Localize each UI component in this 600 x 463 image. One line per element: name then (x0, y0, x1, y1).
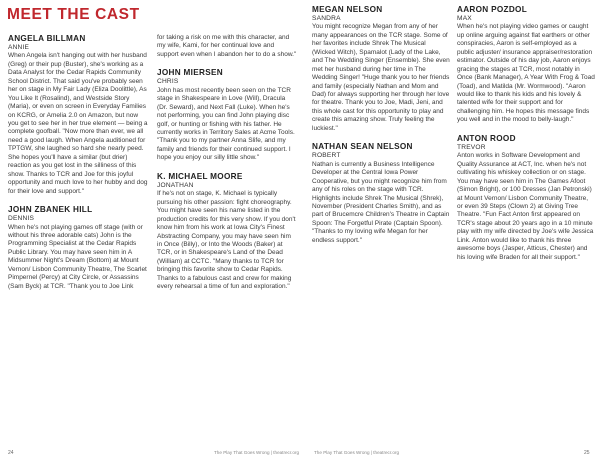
actor-name: AARON POZDOL (457, 5, 528, 14)
actor-bio: Nathan is currently a Business Intelligence Developer at the Central Iowa Power Cooperative, but you might recognize him from any of his roles on the stage with TCR. Highlights include Shrek The Musical (Shrek), November (President Charles Smith), and as part of Brucemcre Children's Theatre in Captain Spoon: The Forgetful Pirate (Captain Spoon). "Thanks to my loving wife Megan for her endless support." (312, 160, 450, 244)
role-name: CHRIS (157, 78, 179, 86)
cast-entry (8, 205, 148, 291)
actor-bio: When he's not playing games off stage (with or without his three adorable cats) John is the Programming Specialist at the Cedar Rapids Public Library. You may have seen him in A Midsummer Night's Dream (Bottom) at Mount Vernon/ Lisbon Community Theatre, The Scarlet Pimpernel (Percy) at City Circle, or Assassins (Sam Byck) at TCR. "Thank you to Joe Link (8, 223, 147, 290)
actor-name: ANTON ROOD (457, 133, 516, 143)
actor-name: NATHAN SEAN NELSON (312, 142, 413, 152)
page-title: MEET THE CAST (7, 6, 140, 23)
cast-entry (157, 68, 297, 162)
actor-bio: Anton works in Software Development and Quality Assurance at ACT, Inc. when he's not cultivating his whiskey collection or on stage. You may have seen him in The Games Afoot (Simon Bright), or 100 Dresses (Jan Petronski) at Mount Vernon/ Lisbon Community Theatre, or even 39 Steps (Clown 2) at Giving Tree Theatre. "Fun Fact Anton first appeared on TCR's stage about 20 years ago in a 10 minute play with my wife directed by Joe's wife Jessica Link. Anton would like to thank his three awesome boys (Jasper, Atticus, Chester) and his loving wife Braden for all their support." (457, 152, 594, 261)
role-name: JONATHAN (157, 181, 194, 189)
page-number: 25 (584, 450, 590, 456)
actor-name: MEGAN NELSON (312, 5, 383, 14)
right-page (300, 0, 600, 463)
role-name: DENNIS (8, 215, 35, 223)
role-name: MAX (457, 15, 472, 22)
actor-bio: When Angela isn't hanging out with her husband (Greg) or their pup (Buster), she's working as a Data Analyst for the Cedar Rapids Community School District. That said you've probably seen her on stage in My Fair Lady (Eliza Doolittle), As You Like It (Rosalind), and Westside Story (Maria), or even on screen in Everyday Families on KCRG, or Amelia 2.0 on Amazon, but now you get to see her in her true element — being a complete goofball. "Now more than ever, we all need a good laugh. When Angela auditioned for TPTGW, she laughed so hard she nearly peed. She hopes you'll have a similar (but drier) reaction as you get lost in the silliness of this show. Thanks to TCR and Joe for this joyful opportunity and much love to her hubby and dog for their love and support." (8, 52, 148, 195)
actor-bio: John has most recently been seen on the TCR stage in Shakespeare in Love (Will), Dracula (Dr. Seward), and Next Fall (Luke). When he's not performing, you can find John playing disc golf, or hunting or fishing with his father. He currently works in Territory Sales at Acme Tools. "Thank you to my partner Anna Slife, and my family and friends for their continued support. I hope you enjoy our silly little show." (157, 86, 295, 162)
footer-text: The Play That Goes Wrong | theatrecr.org (314, 450, 400, 455)
actor-name: ANGELA BILLMAN (8, 34, 86, 43)
actor-bio: If he's not on stage, K. Michael is typically pursuing his other passion: fight choreography. You might have seen his name listed in the production credits for this very show. If you don't know him from his work at Iowa City's Finest Abstracting Company, you may have seen him in Once (Billy), or Into the Woods (Baker) at TCR, or in Shakespeare's Land of the Dead (William) at CCTC. "Many thanks to TCR for bringing this favorite show to Cedar Rapids. Thanks to a fabulous cast and crew for making every rehearsal a time of fun and exploration." (157, 190, 296, 291)
cast-entry (312, 5, 450, 133)
cast-entry (457, 134, 595, 262)
actor-bio-continued: for taking a risk on me with this character, and my wife, Kami, for her continual love and support even when I abandon her to do a show." (157, 34, 297, 58)
page-number: 24 (8, 450, 14, 456)
actor-bio: You might recognize Megan from any of her many appearances on the TCR stage. Some of her favorites include Shrek The Musical (Wicked Witch), Spamalot (Lady of the Lake, and The Wedding Singer (Ensemble). She even met her husband during her time in The Wedding Singer! "Huge thank you to her friends and family (especially Nathan and Mom and Dad) for always supporting her through her love for theatre. Thank you to Joe, Madi, Jeni, and this whole cast for this opportunity to play and create this amazing show. Truly feeling the luckiest." (312, 23, 450, 132)
cast-entry (157, 172, 297, 292)
actor-name: K. MICHAEL MOORE (157, 171, 243, 181)
footer-text: The Play That Goes Wrong | theatrecr.org (214, 450, 300, 455)
left-column-2 (157, 34, 297, 301)
actor-name: JOHN ZBANEK HILL (8, 205, 93, 215)
right-column-2 (457, 5, 595, 271)
cast-entry (457, 5, 595, 125)
role-name: ANNIE (8, 44, 30, 51)
cast-entry-continued (157, 34, 297, 59)
actor-name: JOHN MIERSEN (157, 68, 223, 78)
right-column-1 (312, 5, 450, 254)
role-name: SANDRA (312, 15, 341, 22)
actor-bio: When he's not playing video games or caught up online arguing against flat earthers or other conspiracies, Aaron is self-employed as a public adjuster/ insurance appraiser/restoration estimator. Outside of his day job, Aaron enjoys gracing the stages at TCR, most notably in Once (Bank Manager), A Year With Frog & Toad (Toad), and Matilda (Mr. Wormwood). "Aaron would like to thank his kids and his lovely & talented wife for their support and for challenging him. He hopes this message finds you well and in the mood to belly-laugh." (457, 23, 595, 124)
role-name: TREVOR (457, 143, 486, 151)
role-name: ROBERT (312, 152, 341, 160)
cast-entry (312, 142, 450, 245)
cast-entry (8, 34, 148, 196)
left-column-1 (8, 34, 148, 300)
